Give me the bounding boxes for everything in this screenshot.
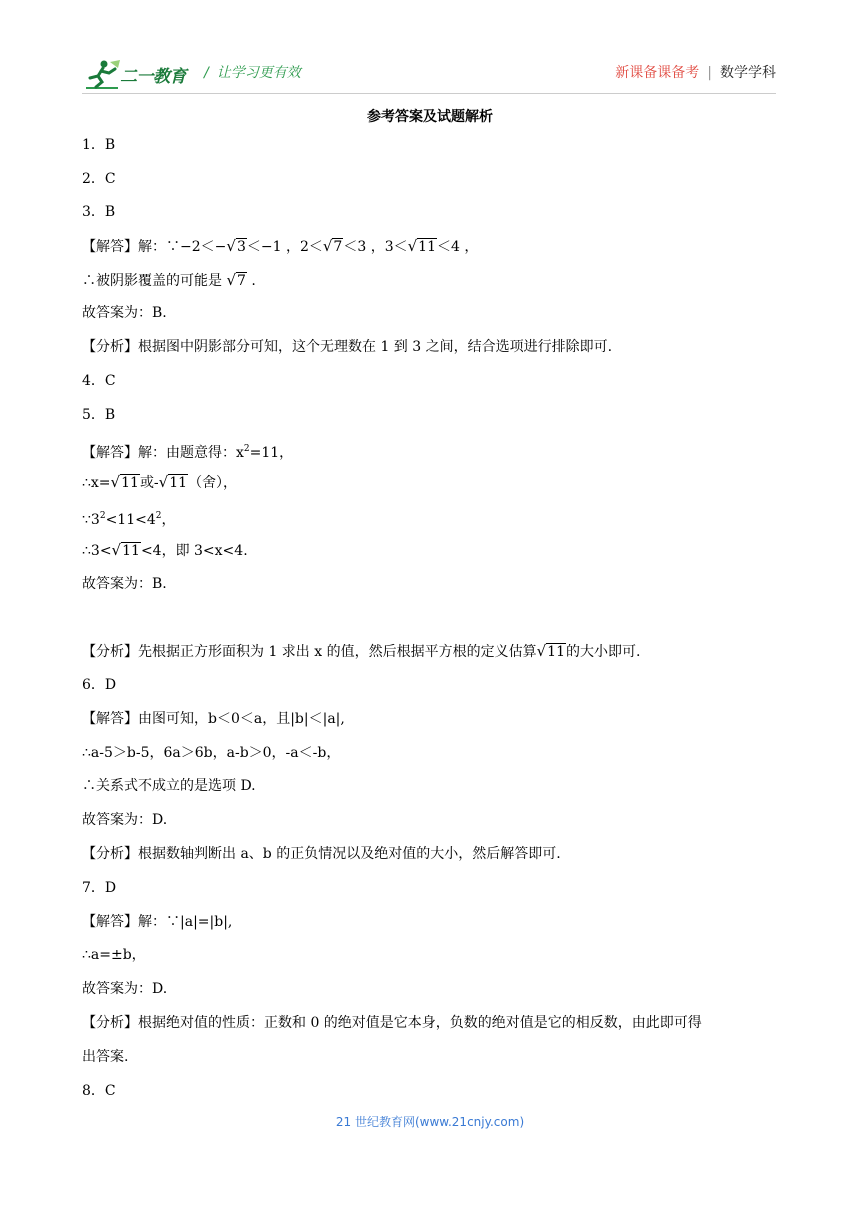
solution-line: 故答案为：D.: [82, 981, 168, 997]
sqrt-expression: [537, 642, 566, 661]
solution-line: [82, 473, 237, 492]
analysis-line: [82, 642, 640, 661]
superscript: 2: [99, 511, 106, 521]
solution-line: [82, 271, 256, 290]
solution-line: ∴关系式不成立的是选项 D.: [82, 778, 256, 794]
solution-line: [82, 507, 175, 529]
sqrt-expression: [323, 237, 343, 256]
answer-line: 8．C: [82, 1083, 116, 1099]
solution-line: [82, 237, 478, 256]
text-run: 【解答】解：∵−2＜−: [82, 239, 227, 255]
text-run: ＜3 ，3＜: [343, 239, 408, 255]
radicand: 11: [122, 543, 140, 559]
superscript: 2: [155, 511, 162, 521]
sqrt-expression: [408, 237, 437, 256]
radicand: 11: [418, 239, 436, 255]
answer-line: 5．B: [82, 407, 116, 423]
answer-line: 6．D: [82, 677, 117, 693]
radicand: 11: [169, 475, 188, 491]
text-run: ，: [161, 512, 176, 528]
text-run: <4，即 3<x<4.: [140, 543, 248, 559]
solution-line: 故答案为：B.: [82, 305, 167, 321]
text-run: ∴3<: [82, 543, 112, 559]
header-course-label: 新课备课备考: [615, 65, 700, 81]
radical-sign: √: [226, 271, 237, 289]
analysis-line: 【分析】根据数轴判断出 a、b 的正负情况以及绝对值的大小，然后解答即可.: [82, 846, 561, 862]
header-separator: |: [707, 65, 712, 81]
answer-line: 3．B: [82, 204, 116, 220]
text-run: <11<4: [105, 512, 156, 528]
radicand: 11: [121, 475, 139, 491]
superscript: 2: [243, 444, 250, 454]
logo: [82, 58, 192, 92]
analysis-line: 出答案.: [82, 1049, 129, 1065]
text-run: 或-: [139, 475, 159, 491]
radical-sign: √: [158, 473, 169, 491]
answer-line: 4．C: [82, 373, 116, 389]
logo-text: 二一教育: [120, 67, 186, 87]
solution-line: 故答案为：B.: [82, 576, 167, 592]
text-run: .: [246, 273, 256, 289]
page-footer[interactable]: 21 世纪教育网(www.21cnjy.com): [335, 1115, 525, 1129]
radicand: 7: [333, 239, 343, 255]
solution-line: 【解答】解：∵|a|=|b|,: [82, 914, 233, 930]
text-run: 【分析】先根据正方形面积为 1 求出 x 的值，然后根据平方根的定义估算: [82, 644, 537, 660]
radicand: 7: [237, 273, 246, 289]
header-subject: [615, 62, 776, 82]
answer-line: 1．B: [82, 137, 116, 153]
radical-sign: √: [407, 237, 418, 255]
sqrt-expression: [226, 271, 246, 290]
analysis-line: 【分析】根据绝对值的性质：正数和 0 的绝对值是它本身，负数的绝对值是它的相反数，由此即可得: [82, 1015, 702, 1031]
slogan: / 让学习更有效: [204, 65, 301, 81]
radical-sign: √: [536, 642, 547, 660]
text-run: ∴x=: [82, 475, 111, 491]
solution-line: [82, 541, 248, 560]
sqrt-expression: [159, 473, 188, 492]
text-run: 【解答】解：由题意得：x: [82, 445, 244, 461]
page-header: [82, 52, 776, 92]
analysis-line: 【分析】根据图中阴影部分可知，这个无理数在 1 到 3 之间，结合选项进行排除即可.: [82, 339, 613, 355]
sqrt-expression: [112, 541, 141, 560]
radicand: 11: [547, 644, 565, 660]
text-run: ＜4 ，: [437, 239, 479, 255]
radical-sign: √: [110, 473, 121, 491]
radical-sign: √: [322, 237, 333, 255]
runner-logo-icon: [82, 58, 122, 92]
sqrt-expression: [226, 237, 246, 256]
header-divider: [82, 93, 776, 94]
solution-line: 故答案为：D.: [82, 812, 168, 828]
answer-line: 2．C: [82, 171, 116, 187]
solution-line: ∴a=±b，: [82, 947, 146, 963]
text-run: ∴被阴影覆盖的可能是: [82, 273, 227, 289]
solution-line: 【解答】由图可知，b＜0＜a，且|b|＜|a|,: [82, 711, 345, 727]
radical-sign: √: [226, 237, 236, 255]
text-run: =11，: [249, 445, 294, 461]
text-run: （舍），: [188, 475, 238, 491]
text-run: ＜−1 ，2＜: [246, 239, 323, 255]
solution-line: [82, 440, 293, 462]
radicand: 3: [236, 239, 246, 255]
answer-line: 7．D: [82, 880, 117, 896]
radical-sign: √: [111, 541, 122, 559]
text-run: 的大小即可.: [566, 644, 641, 660]
text-run: ∵3: [82, 512, 100, 528]
sqrt-expression: [111, 473, 140, 492]
solution-line: ∴a-5＞b-5，6a＞6b，a-b＞0，-a＜-b，: [82, 745, 341, 761]
slogan-text: 让学习更有效: [216, 65, 301, 81]
page-title: 参考答案及试题解析: [367, 109, 493, 125]
header-subject-label: 数学学科: [720, 65, 776, 81]
